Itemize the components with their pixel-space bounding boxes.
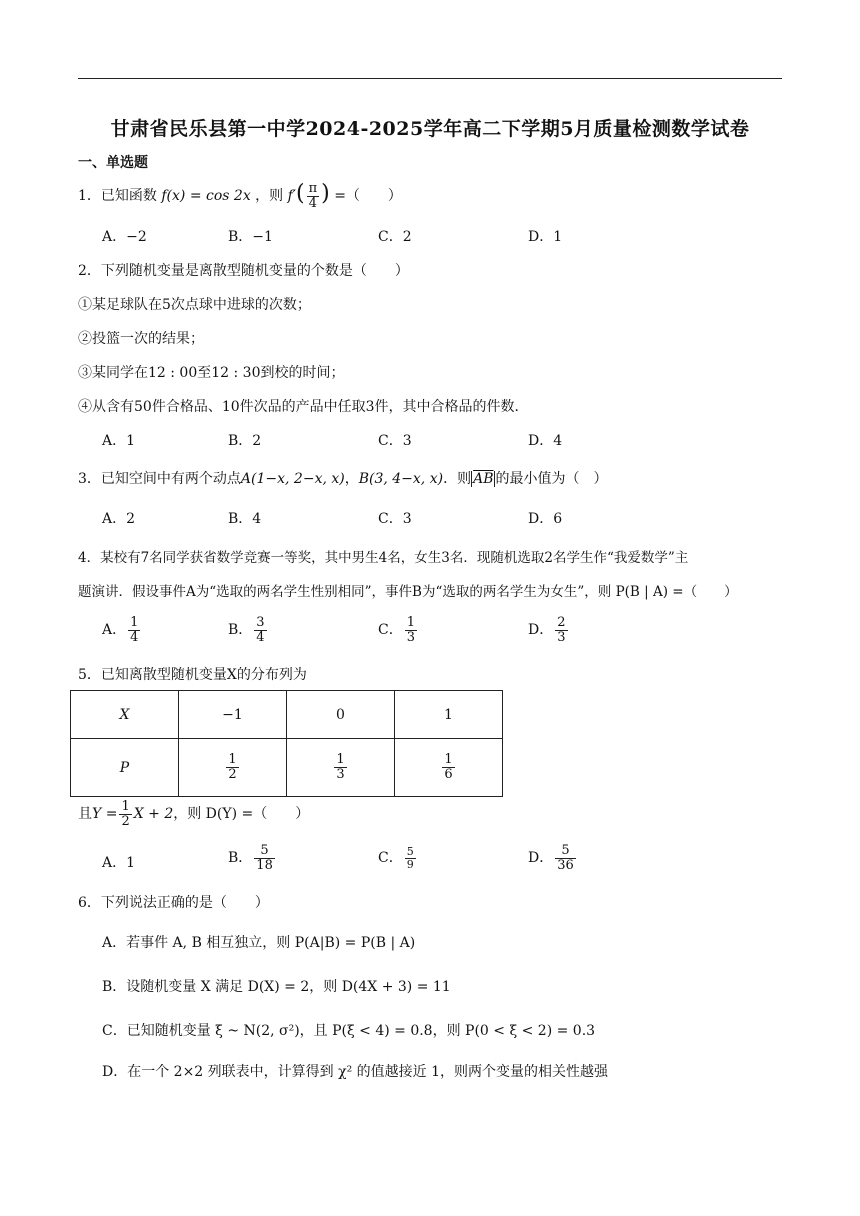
- q2-item-2: ②投篮一次的结果；: [78, 331, 204, 347]
- q1-derivative: f′: [287, 188, 296, 205]
- question-4-line-1: 4．某校有7名同学获省数学竞赛一等奖，其中男生4名，女生3名．现随机选取2名学生作“我爱数学”主: [78, 550, 689, 566]
- q2-item-3: ③某同学在12 : 00至12 : 30到校的时间；: [78, 365, 345, 381]
- table-row: [71, 691, 503, 739]
- question-1-stem: 1．已知函数 f(x) = cos 2x ，则 f′( $\frac{\pi}{4}$ ) =（ ）: [78, 181, 402, 211]
- question-4-line-2: 题演讲．假设事件A为“选取的两名学生性别相同”，事件B为“选取的两名学生为女生”，则 P(B | A) =（ ）: [78, 584, 738, 600]
- question-6-stem: 6．下列说法正确的是（ ）: [78, 895, 269, 911]
- q2-option-c: C．3: [378, 433, 412, 449]
- q3-option-a: A．2: [102, 511, 136, 527]
- q3-option-b: B．4: [228, 511, 262, 527]
- q2-item-1: ①某足球队在5次点球中进球的次数；: [78, 297, 311, 313]
- q1-option-c: C．2: [378, 229, 412, 245]
- q3-separator: ，: [344, 471, 359, 487]
- q1-option-d: D．1: [528, 229, 563, 245]
- table-cell: −1: [179, 691, 287, 739]
- table-cell: 0: [287, 691, 395, 739]
- question-3-stem: [78, 468, 607, 488]
- q4-option-c: C． $\frac{1}{3}$: [378, 615, 415, 645]
- q1-function: f(x) = cos 2x: [161, 188, 251, 205]
- q3-point-b: B(3, 4−x, x): [358, 471, 444, 487]
- q6-option-c: C．已知随机变量 ξ ~ N(2, σ²)，且 P(ξ < 4) = 0.8，则 P(0 < ξ < 2) = 0.3: [102, 1023, 596, 1039]
- q1-text-b: ，则: [255, 188, 284, 205]
- table-cell: X: [71, 691, 179, 739]
- q6-option-d: D．在一个 2×2 列联表中，计算得到 χ² 的值越接近 1，则两个变量的相关性越强: [102, 1064, 609, 1080]
- table-row: [71, 739, 503, 797]
- header-rule: [78, 78, 782, 79]
- table-cell: 1: [395, 691, 503, 739]
- q4-option-a: A． $\frac{1}{4}$: [102, 615, 139, 645]
- q1-text-a: 1．已知函数: [78, 188, 157, 205]
- q5-condition: 且Y = $\frac{1}{2}$ X + 2，则 D(Y) =（ ）: [78, 799, 310, 829]
- q1-option-b: B．−1: [228, 229, 273, 245]
- exam-title: 甘肃省民乐县第一中学2024-2025学年高二下学期5月质量检测数学试卷: [110, 118, 750, 140]
- q2-option-b: B．2: [228, 433, 262, 449]
- section-heading: 一、单选题: [78, 155, 148, 171]
- table-cell: $\frac{1}{2}$: [179, 739, 287, 797]
- q5-option-b: B． $\frac{5}{18}$: [228, 843, 273, 873]
- q3-vector-ab: $\overline{AB}$: [473, 471, 494, 487]
- q3-text-b: ．则: [443, 471, 472, 487]
- q1-fraction: $\frac{\pi}{4}$: [308, 181, 318, 211]
- table-cell: $\frac{1}{3}$: [287, 739, 395, 797]
- q3-text-c: 的最小值为（ ）: [495, 471, 608, 487]
- q3-text-a: 3．已知空间中有两个动点: [78, 471, 241, 487]
- q1-text-c: =（ ）: [334, 188, 402, 205]
- table-cell: P: [71, 739, 179, 797]
- q4-option-b: B． $\frac{3}{4}$: [228, 615, 265, 645]
- q3-point-a: A(1−x, 2−x, x): [240, 471, 345, 487]
- q5-option-d: D． $\frac{5}{36}$: [528, 843, 574, 873]
- question-5-stem: 5．已知离散型随机变量X的分布列为: [78, 667, 307, 683]
- q3-option-c: C．3: [378, 511, 412, 527]
- q3-vector-magnitude: [471, 471, 495, 487]
- q2-option-d: D．4: [528, 433, 563, 449]
- q6-option-b: B．设随机变量 X 满足 D(X) = 2，则 D(4X + 3) = 11: [102, 979, 451, 995]
- q3-option-d: D．6: [528, 511, 563, 527]
- q5-option-a: A．1: [102, 855, 136, 871]
- q2-option-a: A．1: [102, 433, 136, 449]
- q6-option-a: A．若事件 A, B 相互独立，则 P(A|B) = P(B | A): [102, 935, 416, 951]
- q2-item-4: ④从含有50件合格品、10件次品的产品中任取3件，其中合格品的件数．: [78, 399, 529, 415]
- q5-option-c: C． $\frac{5}{9}$: [378, 845, 414, 871]
- q4-option-d: D． $\frac{2}{3}$: [528, 615, 566, 645]
- question-2-stem: 2．下列随机变量是离散型随机变量的个数是（ ）: [78, 263, 409, 279]
- q1-option-a: A．−2: [102, 229, 147, 245]
- distribution-table: [70, 690, 503, 797]
- table-cell: $\frac{1}{6}$: [395, 739, 503, 797]
